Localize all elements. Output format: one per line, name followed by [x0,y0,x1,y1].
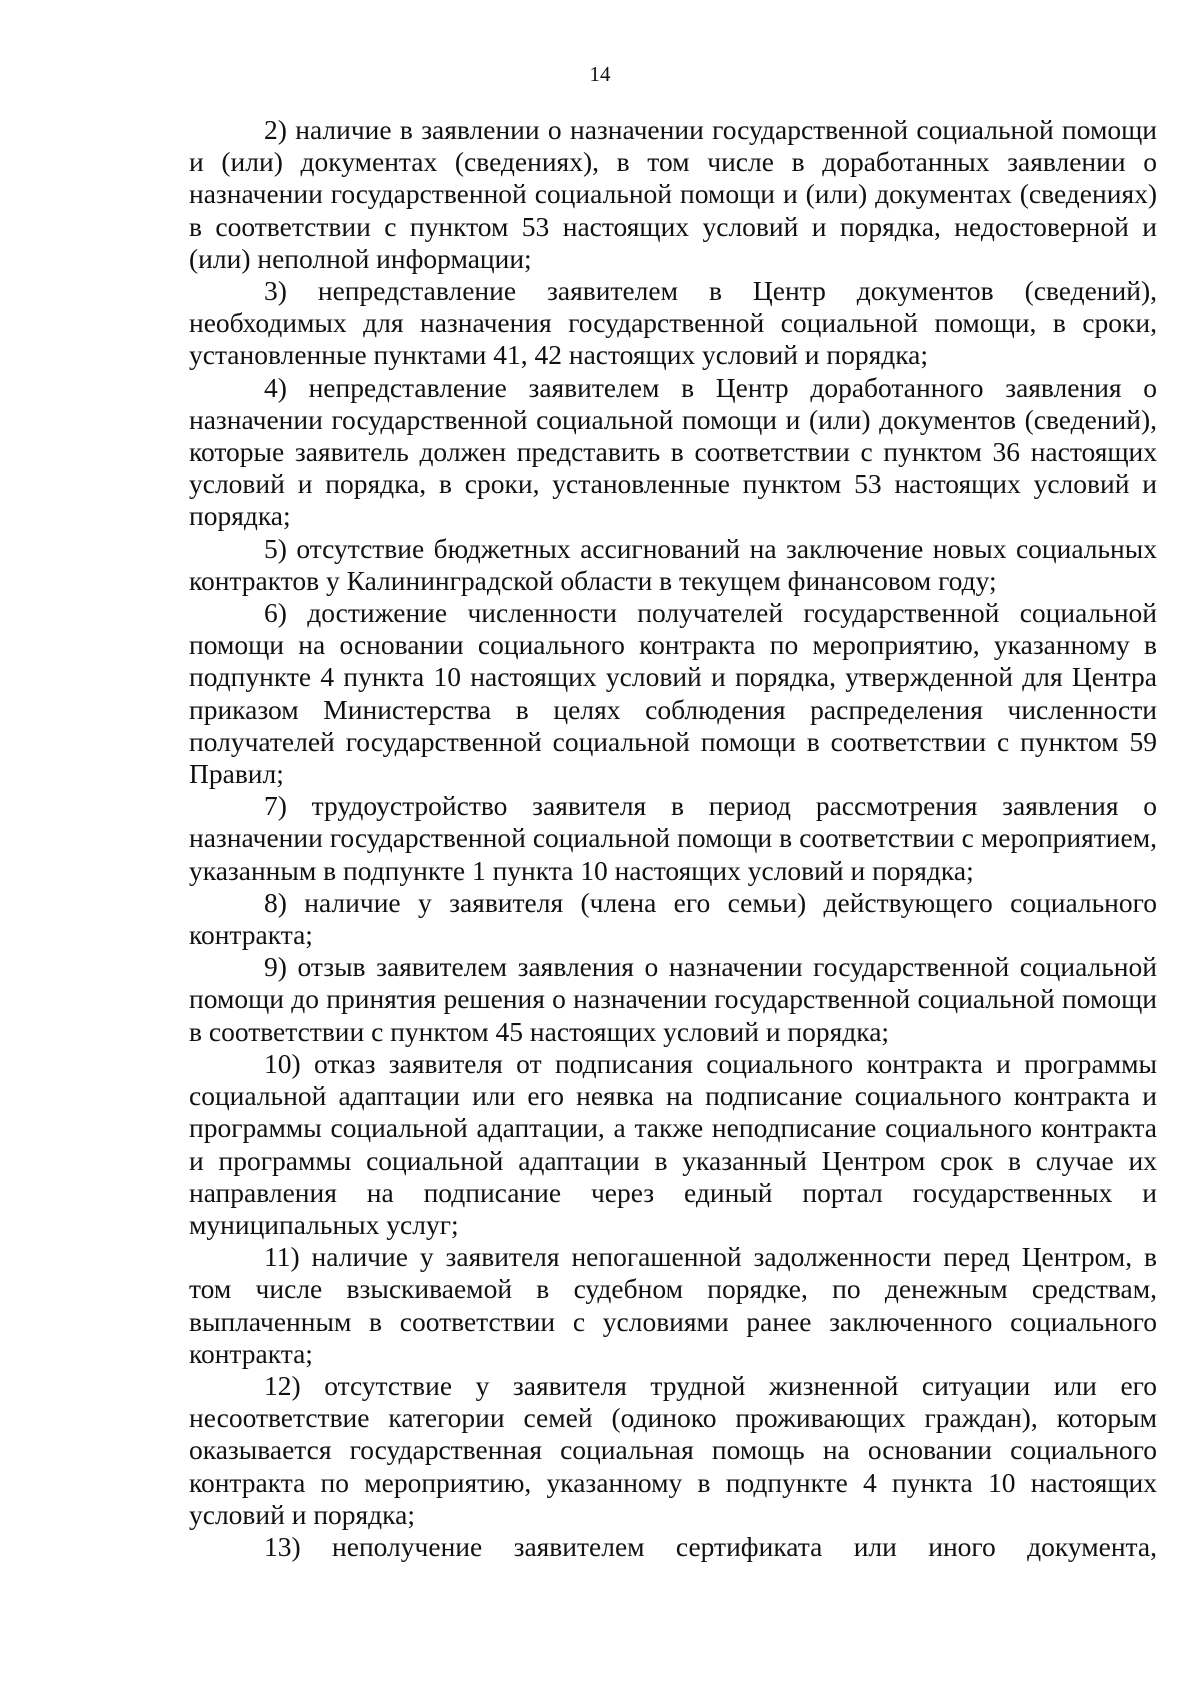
list-item-2: 2) наличие в заявлении о назначении государственной социальной помощи и (или) документах (сведениях), в том числе в доработанных заявлении о назначении государственной социальной помощи и (или) документах (сведениях) в соответствии с пунктом 53 настоящих условий и порядка, недостоверной и (или) неполной информации; [189,114,1157,274]
list-item-6: 6) достижение численности получателей государственной социальной помощи на основании социального контракта по мероприятию, указанному в подпункте 4 пункта 10 настоящих условий и порядка, утвержденной для Центра приказом Министерства в целях соблюдения распределения численности получателей государственной социальной помощи в соответствии с пунктом 59 Правил; [189,597,1157,790]
list-item-7: 7) трудоустройство заявителя в период рассмотрения заявления о назначении государственной социальной помощи в соответствии с мероприятием, указанным в подпункте 1 пункта 10 настоящих условий и порядка; [189,790,1157,886]
list-item-4: 4) непредставление заявителем в Центр доработанного заявления о назначении государственной социальной помощи и (или) документов (сведений), которые заявитель должен представить в соответствии с пунктом 36 настоящих условий и порядка, в сроки, установленные пунктом 53 настоящих условий и порядка; [189,371,1157,532]
list-item-10: 10) отказ заявителя от подписания социального контракта и программы социальной адаптации или его неявка на подписание социального контракта и программы социальной адаптации, а также неподписание социального контракта и программы социальной адаптации в указанный Центром срок в случае их направления на подписание через единый портал государственных и муниципальных услуг; [189,1047,1157,1240]
list-item-8: 8) наличие у заявителя (члена его семьи) действующего социального контракта; [189,886,1157,951]
list-item-9: 9) отзыв заявителем заявления о назначении государственной социальной помощи до принятия решения о назначении государственной социальной помощи в соответствии с пунктом 45 настоящих условий и порядка; [189,951,1157,1047]
list-item-11: 11) наличие у заявителя непогашенной задолженности перед Центром, в том числе взыскиваемой в судебном порядке, по денежным средствам, выплаченным в соответствии с условиями ранее заключенного социального контракта; [189,1241,1157,1369]
list-item-12: 12) отсутствие у заявителя трудной жизненной ситуации или его несоответствие категории семей (одиноко проживающих граждан), которым оказывается государственная социальная помощь на основании социального контракта по мероприятию, указанному в подпункте 4 пункта 10 настоящих условий и порядка; [189,1369,1157,1530]
list-item-13: 13) неполучение заявителем сертификата или иного документа, [264,1530,1157,1562]
document-body [189,114,1157,1563]
page-number: 14 [589,62,611,86]
list-item-3: 3) непредставление заявителем в Центр документов (сведений), необходимых для назначения государственной социальной помощи, в сроки, установленные пунктами 41, 42 настоящих условий и порядка; [189,275,1157,371]
list-item-5: 5) отсутствие бюджетных ассигнований на заключение новых социальных контрактов у Калининградской области в текущем финансовом году; [189,532,1157,596]
